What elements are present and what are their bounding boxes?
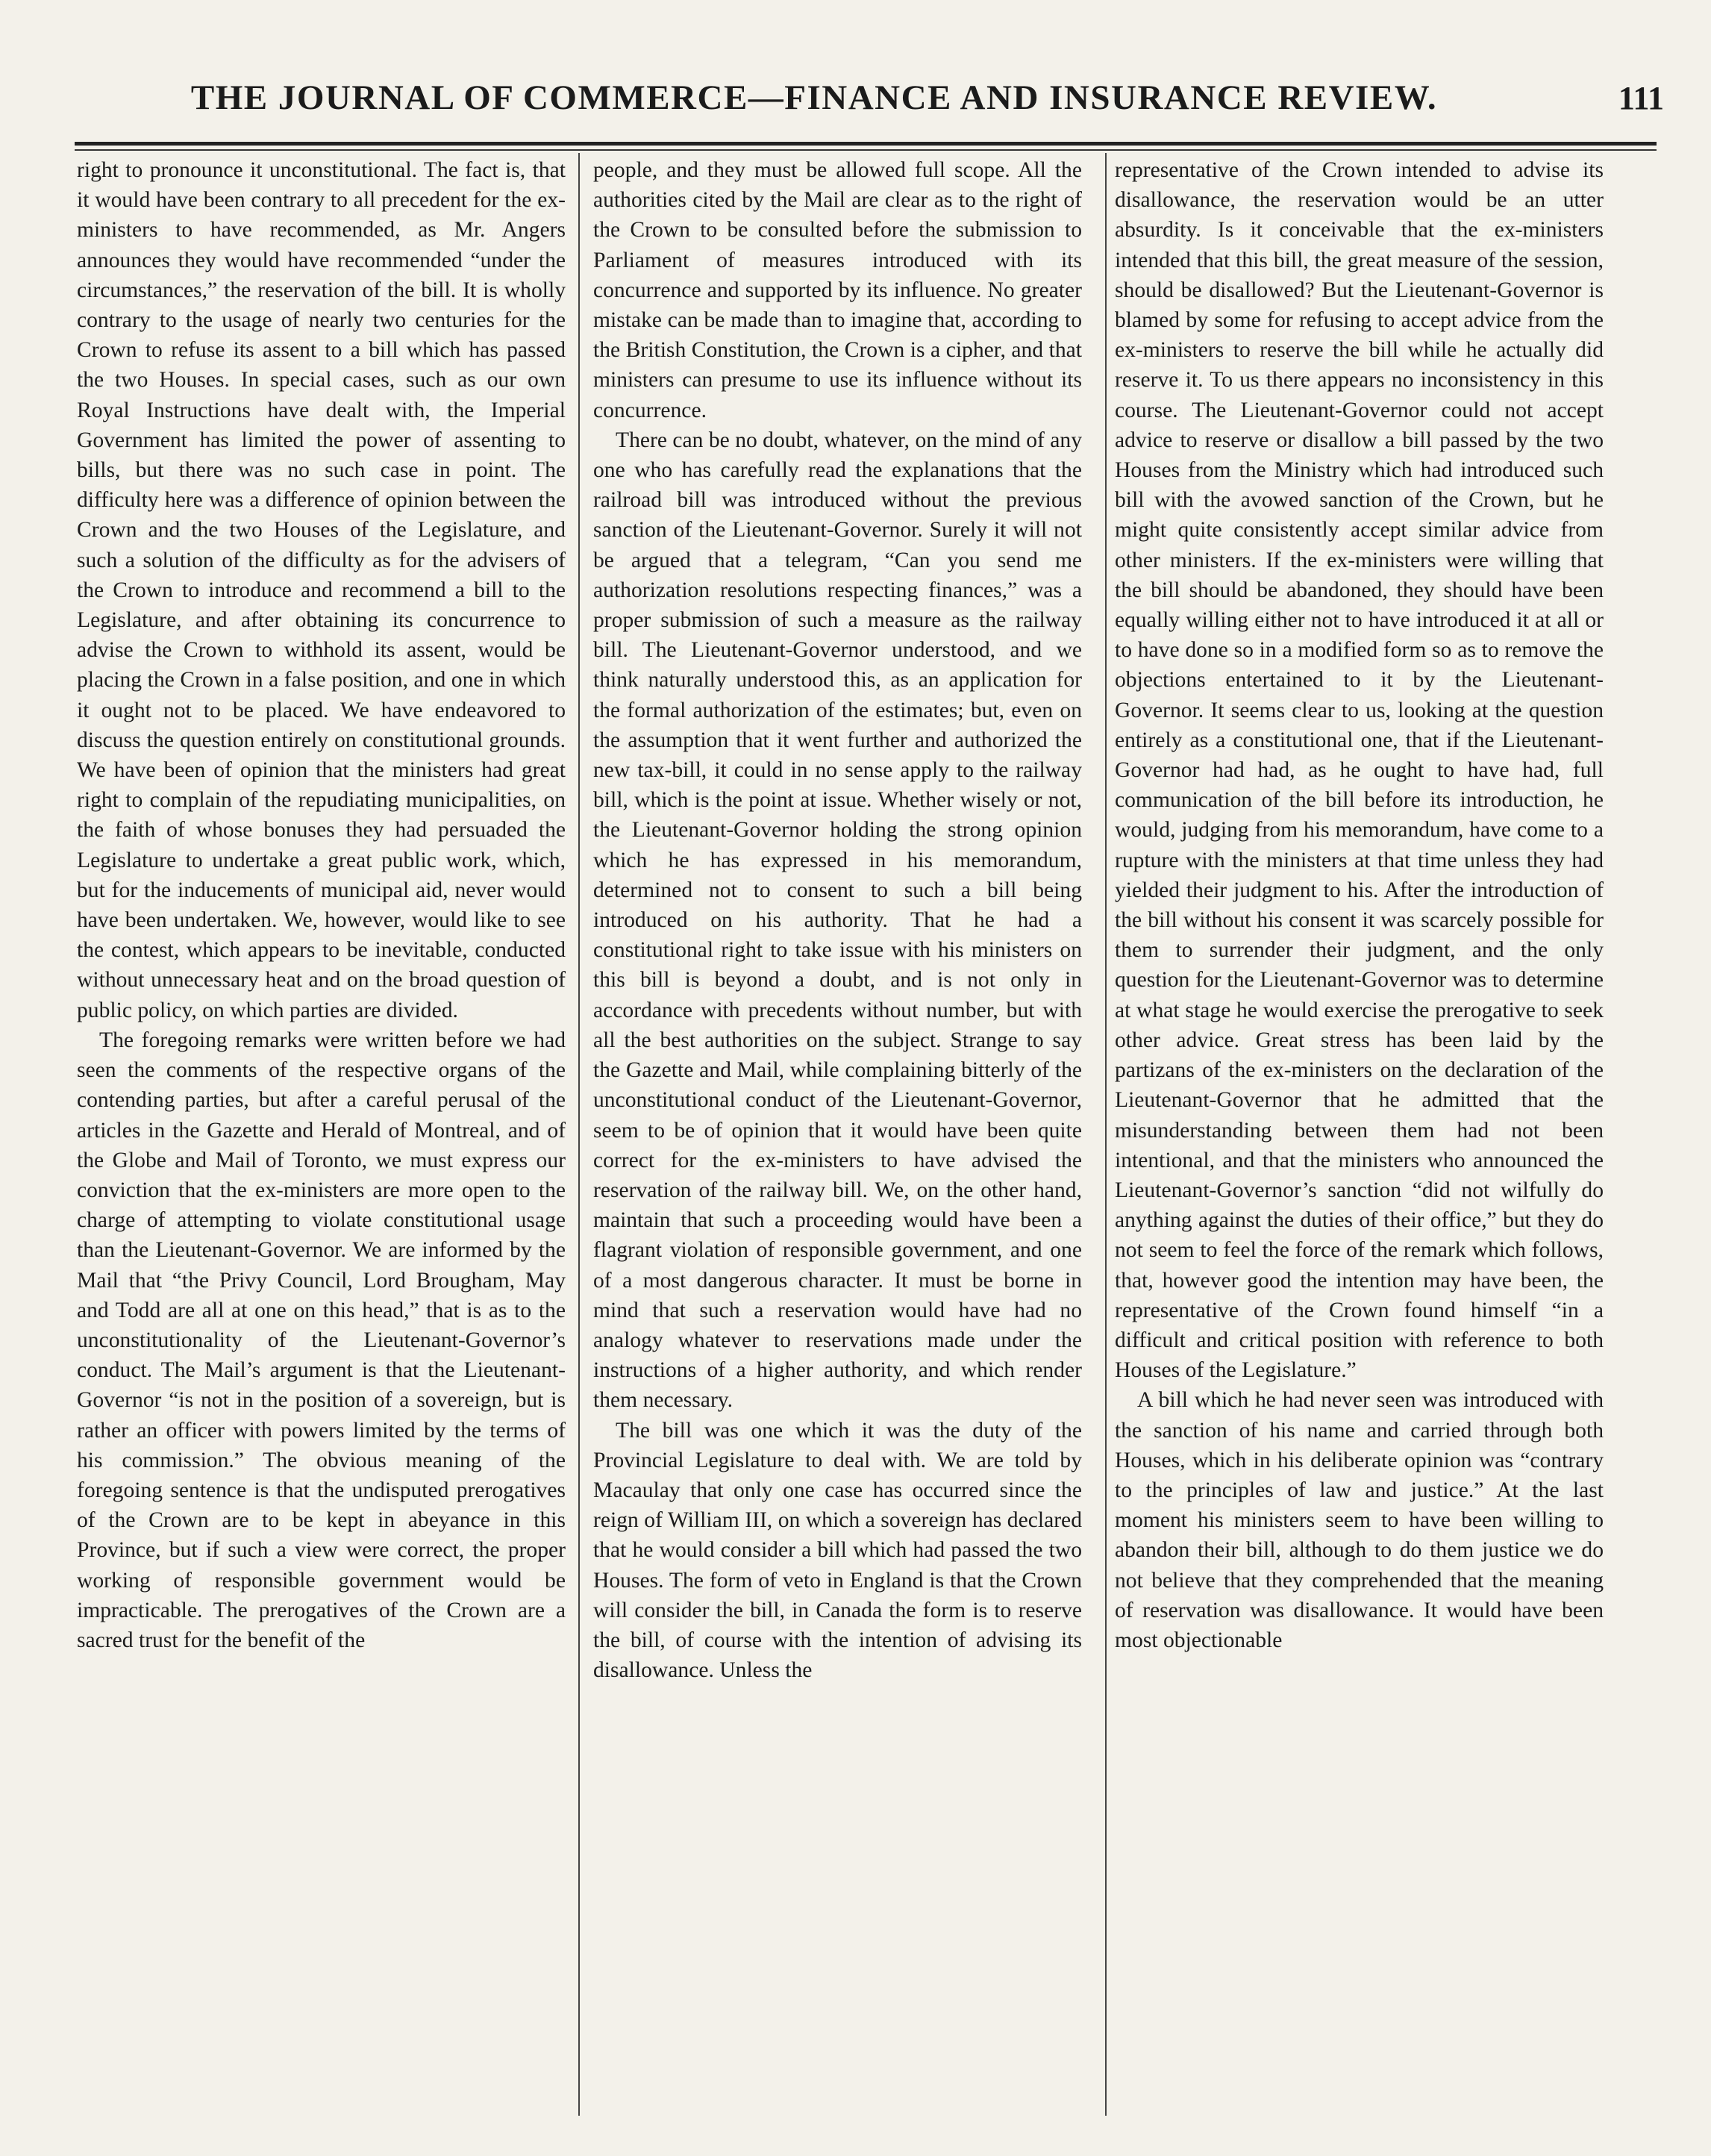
running-head: THE JOURNAL OF COMMERCE—FINANCE AND INSURANCE REVIEW.	[190, 78, 1438, 117]
paragraph: representative of the Crown intended to advise its disallowance, the reservation would be an utter absurdity. Is it conceivable that the ex-ministers intended that this bill, the great measure of the session, should be disallowed? But the Lieutenant-Governor is blamed by some for refusing to accept advice from the ex-ministers to reserve the bill while he actually did reserve it. To us there appears no inconsistency in this course. The Lieutenant-Governor could not accept advice to reserve or disallow a bill passed by the two Houses from the Ministry which had introduced such bill with the avowed sanction of the Crown, but he might quite consistently accept similar advice from other ministers. If the ex-ministers were willing that the bill should be abandoned, they should have been equally willing either not to have introduced it at all or to have done so in a modified form so as to remove the objections entertained to it by the Lieutenant-Governor. It seems clear to us, looking at the question entirely as a constitutional one, that if the Lieutenant-Governor had had, as he ought to have had, full communication of the bill before its introduction, he would, judging from his memorandum, have come to a rupture with the ministers at that time unless they had yielded their judgment to his. After the introduction of the bill without his consent it was scarcely possible for them to surrender their judgment, and the only question for the Lieutenant-Governor was to determine at what stage he would exercise the prerogative to seek other advice. Great stress has been laid by the partizans of the ex-ministers on the declaration of the Lieutenant-Governor that he admitted that the misunderstanding between them had not been intentional, and that the ministers who announced the Lieutenant-Governor’s sanction “did not wilfully do anything against the duties of their office,” but they do not seem to feel the force of the remark which follows, that, however good the intention may have been, the representative of the Crown found himself “in a difficult and critical position with reference to both Houses of the Legislature.”	[1115, 158, 1604, 1383]
paragraph: A bill which he had never seen was introduced with the sanction of his name and carried through both Houses, which in his deliberate opinion was “contrary to the principles of law and justice.” At the last moment his ministers seem to have been willing to abandon their bill, although to do them justice we do not believe that they comprehended that the meaning of reservation was disallowance. It would have been most objectionable	[1115, 1388, 1604, 1652]
page-number: 111	[1618, 80, 1664, 116]
column-divider-2	[1105, 153, 1107, 2116]
header-rule-thick	[75, 142, 1657, 146]
paragraph: right to pronounce it unconstitutional. The fact is, that it would have been contrary to all precedent for the ex-ministers to have recommended, as Mr. Angers announces they would have recommended “under the circumstances,” the reservation of the bill. It is wholly contrary to the usage of nearly two centuries for the Crown to refuse its assent to a bill which has passed the two Houses. In special cases, such as our own Royal Instructions have dealt with, the Imperial Government has limited the power of assenting to bills, but there was no such case in point. The difficulty here was a difference of opinion between the Crown and the two Houses of the Legislature, and such a solution of the difficulty as for the advisers of the Crown to introduce and recommend a bill to the Legislature, and after obtaining its concurrence to advise the Crown to withhold its assent, would be placing the Crown in a false position, and one in which it ought not to be placed. We have endeavored to discuss the question entirely on constitutional grounds. We have been of opinion that the ministers had great right to complain of the repudiating municipalities, on the faith of whose bonuses they had persuaded the Legislature to undertake a great public work, which, but for the inducements of municipal aid, never would have been undertaken. We, however, would like to see the contest, which appears to be inevitable, conducted without unnecessary heat and on the broad question of public policy, on which parties are divided.	[77, 158, 566, 1022]
column-3	[1115, 155, 1604, 1655]
paragraph: There can be no doubt, whatever, on the mind of any one who has carefully read the explanations that the railroad bill was introduced without the previous sanction of the Lieutenant-Governor. Surely it will not be argued that a telegram, “Can you send me authorization resolutions respecting finances,” was a proper submission of such a measure as the railway bill. The Lieutenant-Governor understood, and we think naturally understood this, as an application for the formal authorization of the estimates; but, even on the assumption that it went further and authorized the new tax-bill, it could in no sense apply to the railway bill, which is the point at issue. Whether wisely or not, the Lieutenant-Governor holding the strong opinion which he has expressed in his memorandum, determined not to consent to such a bill being introduced on his authority. That he had a constitutional right to take issue with his ministers on this bill is beyond a doubt, and is not only in accordance with precedents without number, but with all the best authorities on the subject. Strange to say the Gazette and Mail, while complaining bitterly of the unconstitutional conduct of the Lieutenant-Governor, seem to be of opinion that it would have been quite correct for the ex-ministers to have advised the reservation of the railway bill. We, on the other hand, maintain that such a proceeding would have been a flagrant violation of responsible government, and one of a most dangerous character. It must be borne in mind that such a reservation would have had no analogy whatever to reservations made under the instructions of a higher authority, and which render them necessary.	[593, 428, 1083, 1413]
column-divider-1	[578, 153, 580, 2116]
header-rule-thin	[75, 149, 1657, 151]
paragraph: The foregoing remarks were written before we had seen the comments of the respective organs of the contending parties, but after a careful perusal of the articles in the Gazette and Herald of Montreal, and of the Globe and Mail of Toronto, we must express our conviction that the ex-ministers are more open to the charge of attempting to violate constitutional usage than the Lieutenant-Governor. We are informed by the Mail that “the Privy Council, Lord Brougham, May and Todd are all at one on this head,” that is as to the unconstitutionality of the Lieutenant-Governor’s conduct. The Mail’s argument is that the Lieutenant-Governor “is not in the position of a sovereign, but is rather an officer with powers limited by the terms of his commission.” The obvious meaning of the foregoing sentence is that the undisputed prerogatives of the Crown are to be kept in abeyance in this Province, but if such a view were correct, the proper working of responsible government would be impracticable. The prerogatives of the Crown are a sacred trust for the benefit of the	[77, 1028, 566, 1652]
page-header	[72, 78, 1668, 130]
paragraph: people, and they must be allowed full scope. All the authorities cited by the Mail are clear as to the right of the Crown to be consulted before the submission to Parliament of measures introduced with its concurrence and supported by its influence. No greater mistake can be made than to imagine that, according to the British Constitution, the Crown is a cipher, and that ministers can presume to use its influence without its concurrence.	[593, 158, 1082, 422]
column-2	[593, 155, 1082, 1685]
column-1	[77, 155, 566, 1655]
paragraph: The bill was one which it was the duty of the Provincial Legislature to deal with. We are told by Macaulay that only one case has occurred since the reign of William III, on which a sovereign has declared that he would consider a bill which had passed the two Houses. The form of veto in England is that the Crown will consider the bill, in Canada the form is to reserve the bill, of course with the intention of advising its disallowance. Unless the	[593, 1418, 1082, 1683]
